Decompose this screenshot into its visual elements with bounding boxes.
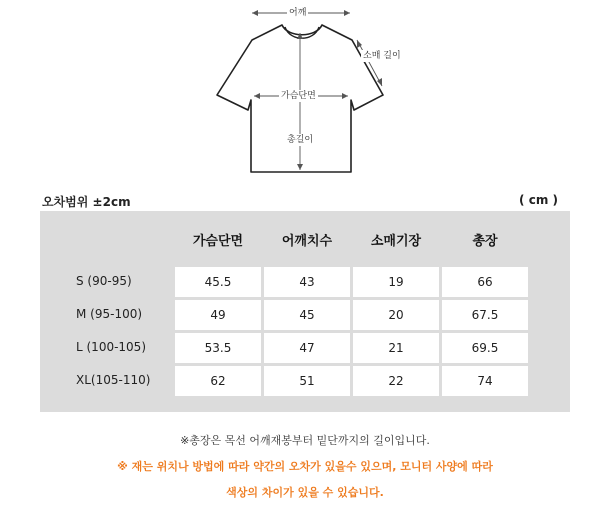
header-chest: 가슴단면 [192, 234, 244, 249]
table-cell: 43 [264, 267, 350, 297]
table-cell: 47 [264, 333, 350, 363]
table-cell: 21 [353, 333, 439, 363]
disclaimer-line-1: ※ 재는 위치나 방법에 따라 약간의 오차가 있을수 있으며, 모니터 사양에 따라 [117, 460, 493, 473]
table-cell: 53.5 [175, 333, 261, 363]
table-cell: 66 [442, 267, 528, 297]
header-sleeve: 소매기장 [370, 234, 422, 249]
table-cell: 67.5 [442, 300, 528, 330]
table-cell: 20 [353, 300, 439, 330]
disclaimer-line-2: 색상의 차이가 있을 수 있습니다. [226, 486, 384, 499]
header-length: 총장 [472, 234, 498, 249]
table-cell: 51 [264, 366, 350, 396]
chest-width-label: 가슴단면 [281, 91, 316, 101]
table-cell: 69.5 [442, 333, 528, 363]
table-cell: 19 [353, 267, 439, 297]
unit-label: ( cm ) [519, 193, 558, 207]
size-table [40, 211, 570, 412]
row-label-s: S (90-95) [76, 274, 132, 288]
row-label-l: L (100-105) [76, 340, 147, 354]
table-cell: 45.5 [175, 267, 261, 297]
table-cell: 45 [264, 300, 350, 330]
table-cell: 49 [175, 300, 261, 330]
length-note: ※총장은 목선 어깨재봉부터 밑단까지의 길이입니다. [180, 434, 430, 447]
table-cell: 22 [353, 366, 439, 396]
sleeve-length-label: 소매 길이 [363, 51, 401, 61]
measurement-diagram [0, 0, 610, 185]
tolerance-note: 오차범위 ±2cm [42, 195, 131, 209]
shoulder-label: 어깨 [289, 8, 307, 18]
row-label-m: M (95-100) [76, 307, 143, 321]
table-cell: 62 [175, 366, 261, 396]
row-label-xl: XL(105-110) [76, 373, 151, 387]
table-cell: 74 [442, 366, 528, 396]
total-length-label: 총길이 [287, 135, 314, 145]
header-shoulder: 어깨치수 [281, 234, 333, 249]
